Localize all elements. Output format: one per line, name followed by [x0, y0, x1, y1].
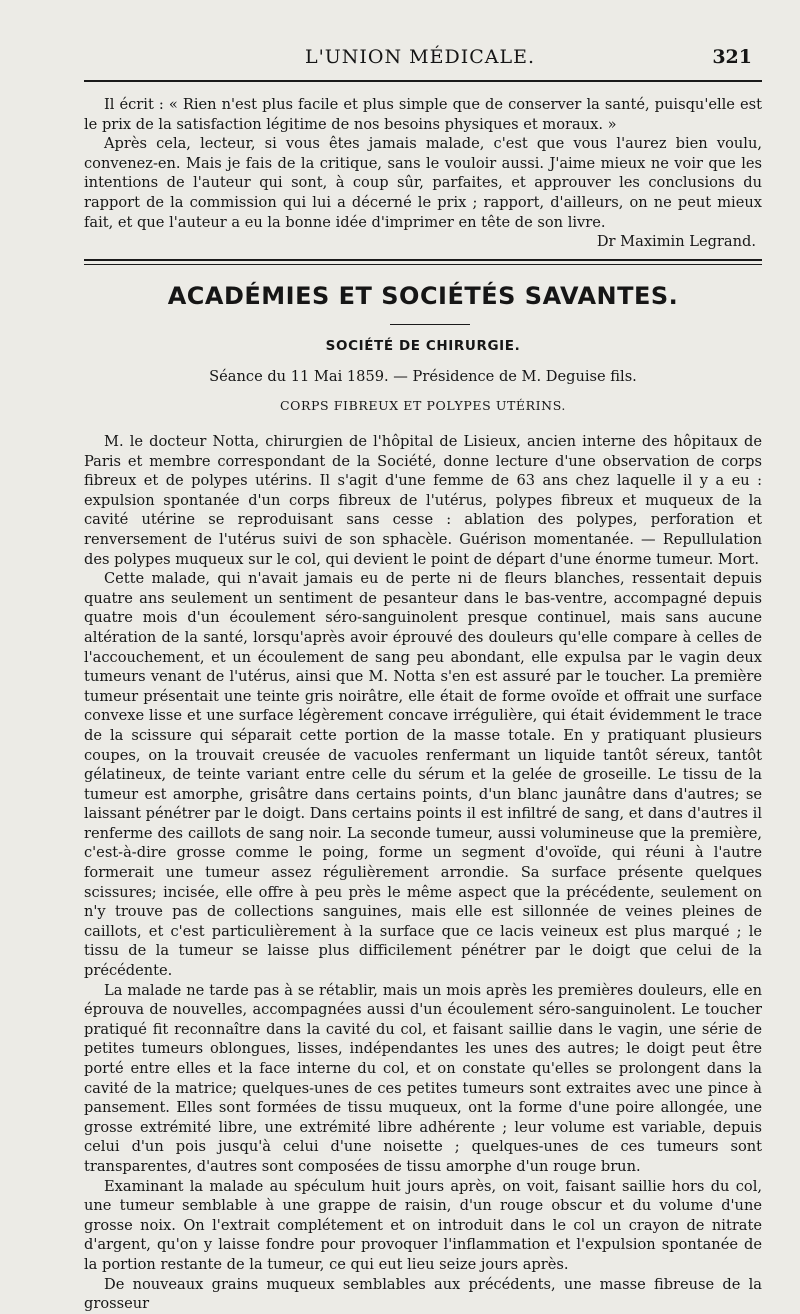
section-rule-top: [84, 259, 762, 261]
intro-block: [84, 95, 762, 252]
subject-heading: CORPS FIBREUX ET POLYPES UTÉRINS.: [279, 398, 566, 413]
body-paragraph-2: Cette malade, qui n'avait jamais eu de perte ni de fleurs blanches, ressentait depuis quatre ans seulement un sentiment de pesanteur dans le bas-ventre, accompagné depuis quatre mois d'un écoulement séro-sanguinolent presque continuel, mais sans aucune altération de la santé, lorsqu'après avoir éprouvé des douleurs qu'elle compare à celles de l'accouchement, et un écoulement de sang peu abondant, elle expulsa par le vagin deux tumeurs venant de l'utérus, ainsi que M. Notta s'en est assuré par le toucher. La première tumeur présentait une teinte gris noirâtre, elle était de forme ovoïde et offrait une surface convexe lisse et une surface légèrement concave irrégulière, qui était évidemment le trace de la scissure qui séparait cette portion de la masse totale. En y pratiquant plusieurs coupes, on la trouvait creusée de vacuoles renfermant un liquide tantôt séreux, tantôt gélatineux, de teinte variant entre celle du sérum et la gelée de groseille. Le tissu de la tumeur est amorphe, grisâtre dans certains points, d'un blanc jaunâtre dans d'autres; se laissant pénétrer par le doigt. Dans certains points il est infiltré de sang, et dans d'autres il renferme des caillots de sang noir. La seconde tumeur, aussi volumineuse que la première, c'est-à-dire grosse comme le poing, forme un segment d'ovoïde, qui réuni à l'autre formerait une tumeur assez régulièrement arrondie. Sa surface présente quelques scissures; incisée, elle offre à peu près le même aspect que la précédente, seulement on n'y trouve pas de collections sanguines, mais elle est sillonnée de veines pleines de caillots, et c'est particulièrement à la surface que ce lacis veineux est plus marqué ; le tissu de la tumeur se laisse plus difficilement pénétrer par le doigt que celui de la précédente.: [84, 570, 762, 980]
body-paragraph-1: M. le docteur Notta, chirurgien de l'hôpital de Lisieux, ancien interne des hôpitaux de Paris et membre correspondant de la Société, donne lecture d'une observation de corps fibreux et de polypes utérins. Il s'agit d'une femme de 63 ans chez laquelle il y a eu : expulsion spontanée d'un corps fibreux de l'utérus, polypes fibreux et muqueux de la cavité utérine se reproduisant sans cesse : ablation des polypes, perforation et renversement de l'utérus suivi de son sphacèle. Guérison momentanée. — Repullulation des polypes muqueux sur le col, qui devient le point de départ d'une énorme tumeur. Mort.: [84, 433, 762, 568]
running-title: L'UNION MÉDICALE.: [304, 46, 536, 68]
header-rule: [84, 80, 762, 82]
session-line: Séance du 11 Mai 1859. — Présidence de M. Deguise fils.: [209, 368, 637, 385]
page-number: 321: [712, 46, 752, 68]
article-body: [84, 432, 762, 1314]
section-rule-bottom: [84, 264, 762, 265]
body-paragraph-4: Examinant la malade au spéculum huit jours après, on voit, faisant saillie hors du col, une tumeur semblable à une grappe de raisin, d'un rouge obscur et du volume d'une grosse noix. On l'extrait complétement et on introduit dans le col un crayon de nitrate d'argent, qu'on y laisse fondre pour provoquer l'inflammation et l'expulsion spontanée de la portion restante de la tumeur, ce qui eut lieu seize jours après.: [84, 1177, 762, 1273]
signature: Dr Maximin Legrand.: [596, 233, 756, 251]
intro-paragraph-2: Après cela, lecteur, si vous êtes jamais malade, c'est que vous l'aurez bien voulu, convenez-en. Mais je fais de la critique, sans le vouloir aussi. J'aime mieux ne voir que les intentions de l'auteur qui sont, à coup sûr, parfaites, et approuver les conclusions du rapport de la commission qui lui a décerné le prix ; rapport, d'ailleurs, on ne peut mieux fait, et que l'auteur a eu la bonne idée d'imprimer en tête de son livre.: [84, 135, 762, 231]
body-paragraph-5: De nouveaux grains muqueux semblables aux précédents, une masse fibreuse de la grosseur: [84, 1275, 762, 1313]
body-paragraph-3: La malade ne tarde pas à se rétablir, mais un mois après les premières douleurs, elle en éprouva de nouvelles, accompagnées aussi d'un écoulement séro-sanguinolent. Le toucher pratiqué fit reconnaître dans la cavité du col, et faisant saillie dans le vagin, une série de petites tumeurs oblongues, lisses, indépendantes les unes des autres; le doigt peut être porté entre elles et la face interne du col, et on constate qu'elles se prolongent dans la cavité de la matrice; quelques-unes de ces petites tumeurs sont extraites avec une pince à pansement. Elles sont formées de tissu muqueux, ont la forme d'une poire allongée, une grosse extrémité libre, une extrémité libre adhérente ; leur volume est variable, depuis celui d'un pois jusqu'à celui d'une noisette ; quelques-unes de ces tumeurs sont transparentes, d'autres sont composées de tissu amorphe d'un rouge brun.: [84, 981, 762, 1175]
section-title: ACADÉMIES ET SOCIÉTÉS SAVANTES.: [167, 282, 679, 310]
intro-paragraph-1: Il écrit : « Rien n'est plus facile et plus simple que de conserver la santé, puisqu'elle est le prix de la satisfaction légitime de nos besoins physiques et moraux. »: [84, 96, 762, 133]
title-underline: [390, 324, 470, 325]
society-heading: SOCIÉTÉ DE CHIRURGIE.: [325, 338, 521, 354]
running-header: [80, 46, 760, 76]
